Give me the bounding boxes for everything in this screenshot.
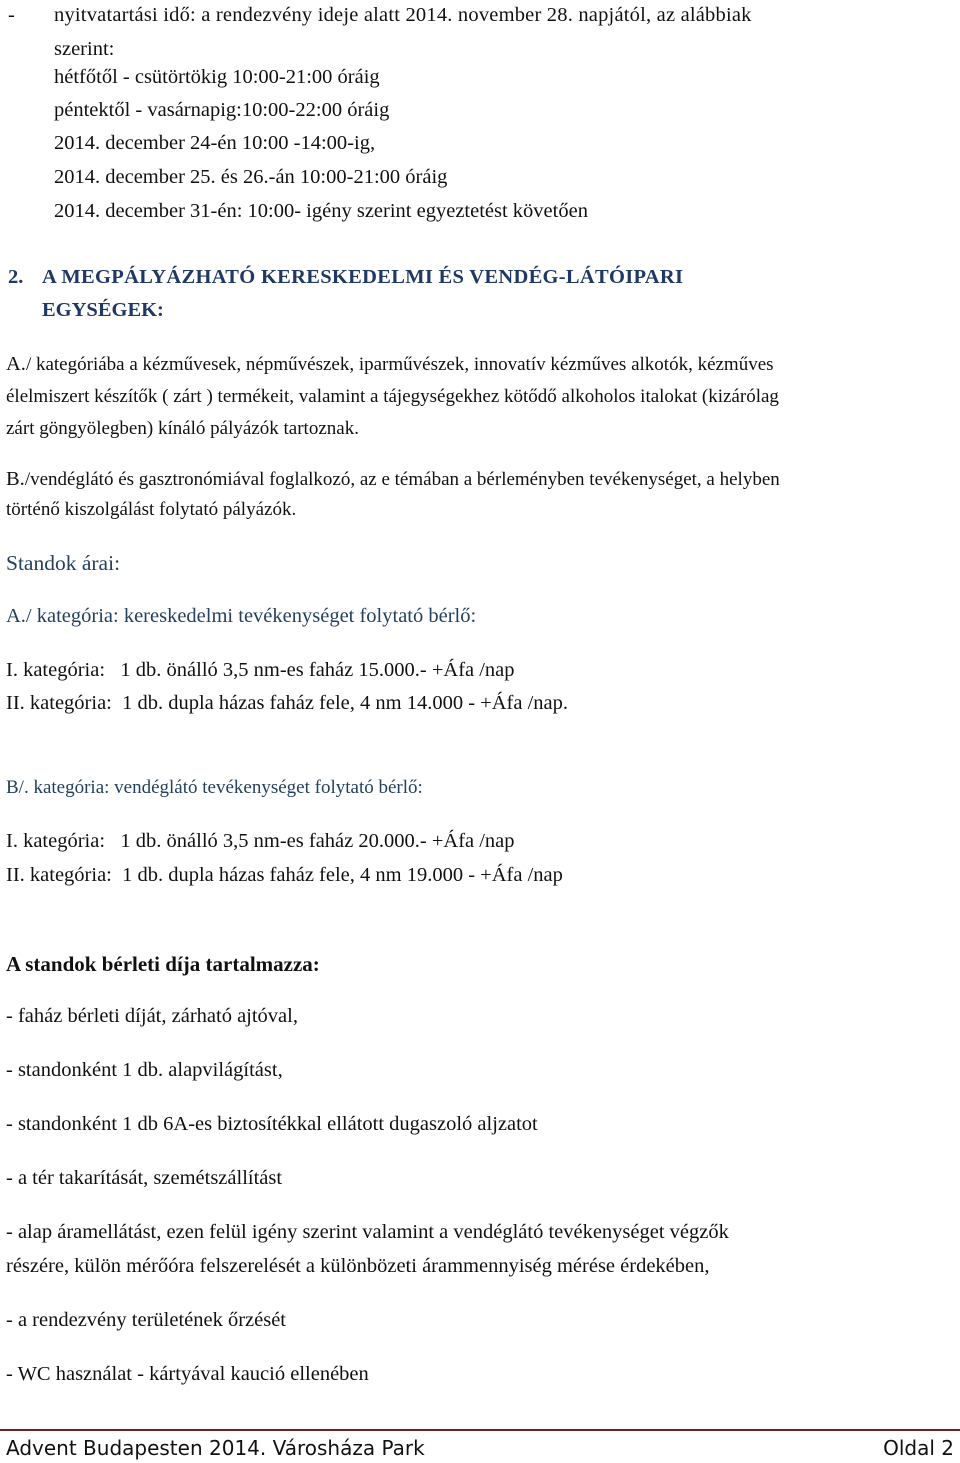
prices-b-item: II. kategória: 1 db. dupla házas faház fele, 4 nm 19.000 - +Áfa /nap <box>6 864 563 886</box>
prices-b-item: I. kategória: 1 db. önálló 3,5 nm-es faház 20.000.- +Áfa /nap <box>6 830 515 852</box>
hours-item: péntektől - vasárnapig:10:00-22:00 óráig <box>54 99 390 121</box>
category-b-line: történő kiszolgálást folytató pályázók. <box>6 499 297 520</box>
includes-item: - standonként 1 db. alapvilágítást, <box>6 1059 283 1081</box>
includes-item: - alap áramellátást, ezen felül igény szerint valamint a vendéglátó tevékenységet végzők <box>6 1221 729 1243</box>
category-b-prefix: B. <box>6 468 25 490</box>
includes-item: - a rendezvény területének őrzését <box>6 1309 287 1331</box>
category-b-line: /vendéglátó és gasztronómiával foglalkozó, az e témában a bérleményben tevékenységet, a helyben <box>24 469 780 490</box>
category-a-line: zárt göngyölegben) kínáló pályázók tartoznak. <box>6 418 359 439</box>
hours-item: 2014. december 25. és 26.-án 10:00-21:00 óráig <box>54 166 448 188</box>
section-number: 2. <box>8 266 24 288</box>
includes-item: - faház bérleti díját, zárható ajtóval, <box>6 1005 298 1027</box>
includes-item: részére, külön mérőóra felszerelését a különbözeti árammennyiség mérése érdekében, <box>6 1255 710 1277</box>
category-a-paragraph <box>6 353 774 376</box>
includes-item: - WC használat - kártyával kaució ellenében <box>6 1363 369 1385</box>
prices-heading: Standok árai: <box>6 551 121 575</box>
category-a-line: élelmiszert készítők ( zárt ) termékeit, valamint a tájegységekhez kötődő alkoholos italokat (kizárólag <box>6 386 779 407</box>
hours-item: 2014. december 24-én 10:00 -14:00-ig, <box>54 132 376 154</box>
category-b-paragraph <box>6 468 780 491</box>
includes-item: - standonként 1 db 6A-es biztosítékkal ellátott dugaszoló aljzatot <box>6 1113 538 1135</box>
hours-dash: - <box>8 4 15 26</box>
prices-a-item: II. kategória: 1 db. dupla házas faház fele, 4 nm 14.000 - +Áfa /nap. <box>6 692 569 714</box>
prices-a-heading: A./ kategória: kereskedelmi tevékenységet folytató bérlő: <box>6 605 477 627</box>
section-title-line-2: EGYSÉGEK: <box>42 299 164 321</box>
hours-item: hétfőtől - csütörtökig 10:00-21:00 óráig <box>54 66 380 88</box>
prices-a-item: I. kategória: 1 db. önálló 3,5 nm-es faház 15.000.- +Áfa /nap <box>6 659 515 681</box>
category-a-prefix: A. <box>6 353 26 375</box>
footer-divider <box>0 1429 960 1431</box>
prices-b-heading: B/. kategória: vendéglátó tevékenységet folytató bérlő: <box>6 777 423 798</box>
hours-line-1: nyitvatartási idő: a rendezvény ideje alatt 2014. november 28. napjától, az alábbiak <box>54 4 752 26</box>
category-a-line: / kategóriába a kézművesek, népművészek, iparművészek, innovatív kézműves alkotók, kézműves <box>25 354 774 375</box>
page-number: Oldal 2 <box>883 1436 954 1460</box>
hours-item: 2014. december 31-én: 10:00- igény szerint egyeztetést követően <box>54 200 588 222</box>
section-title-line-1: A MEGPÁLYÁZHATÓ KERESKEDELMI ÉS VENDÉG-LÁTÓIPARI <box>42 266 684 288</box>
includes-heading: A standok bérleti díja tartalmazza: <box>6 952 320 976</box>
hours-line-2: szerint: <box>54 38 115 60</box>
footer-title: Advent Budapesten 2014. Városháza Park <box>6 1436 425 1460</box>
includes-item: - a tér takarítását, szemétszállítást <box>6 1167 283 1189</box>
